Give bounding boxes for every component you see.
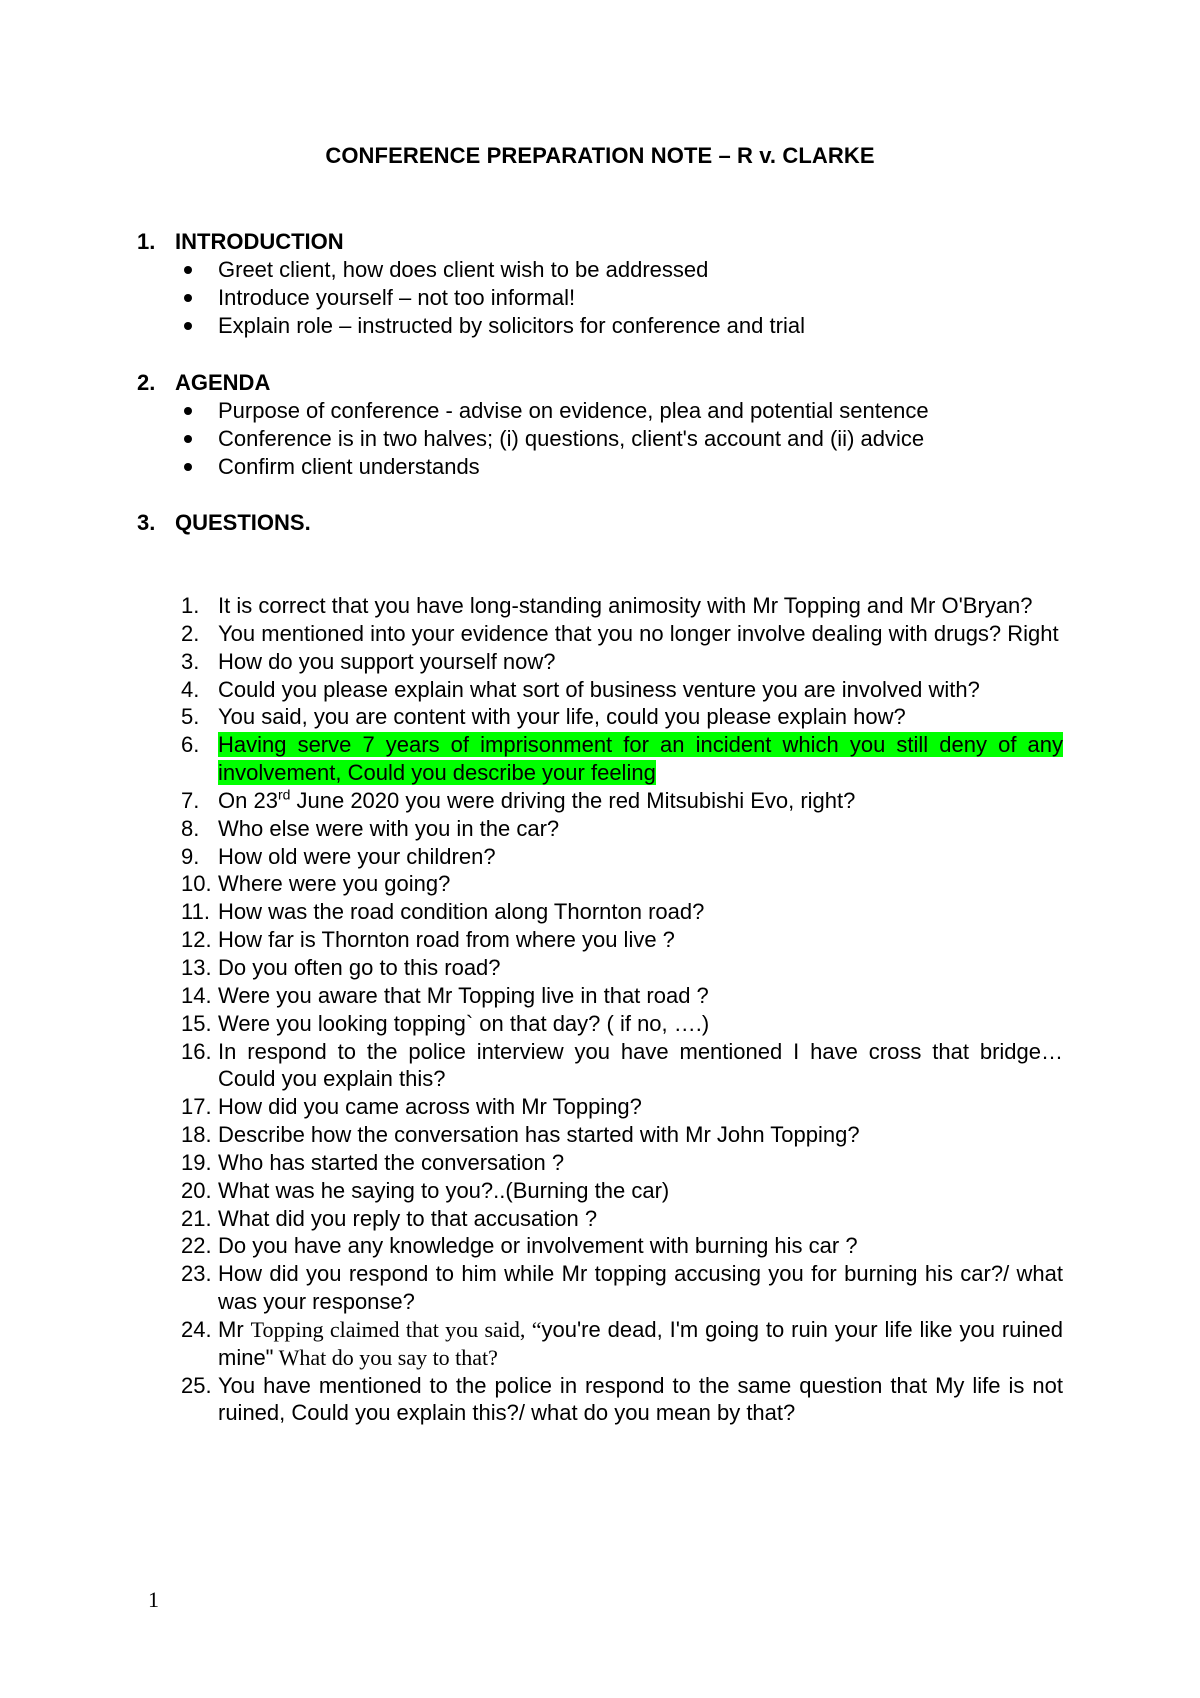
question-text-part: Mr <box>218 1316 251 1342</box>
section-questions <box>137 509 1067 537</box>
section-agenda <box>137 369 1067 481</box>
question-item <box>181 620 1063 648</box>
question-number: 7. <box>181 787 200 813</box>
section-title: QUESTIONS. <box>175 510 311 535</box>
bullet-item <box>137 284 1067 312</box>
section-title: AGENDA <box>175 370 271 395</box>
question-number: 24. <box>181 1316 212 1342</box>
question-number: 14. <box>181 982 212 1008</box>
question-text: Who has started the conversation ? <box>218 1149 565 1175</box>
question-number: 3. <box>181 648 200 674</box>
bullet-icon <box>184 322 192 330</box>
section-number: 1. <box>137 229 156 254</box>
question-number: 8. <box>181 815 200 841</box>
question-item <box>181 1260 1063 1316</box>
question-number: 20. <box>181 1177 212 1203</box>
question-item <box>181 787 1063 815</box>
question-number: 10. <box>181 871 212 897</box>
section-heading <box>137 369 1067 397</box>
question-text: You have mentioned to the police in respond to the same question that My life is not ruined, Could you explain this?/ what do you mean by that? <box>218 1372 1063 1426</box>
document-title: CONFERENCE PREPARATION NOTE – R v. CLARKE <box>325 143 875 168</box>
question-text: Were you looking topping` on that day? ( if no, ….) <box>218 1010 710 1036</box>
question-text: Were you aware that Mr Topping live in that road ? <box>218 982 709 1008</box>
question-number: 23. <box>181 1261 212 1287</box>
bullet-icon <box>184 407 192 415</box>
question-text <box>218 788 855 813</box>
question-text: In respond to the police interview you have mentioned I have cross that bridge… Could you explain this? <box>218 1038 1063 1092</box>
bullet-text: Conference is in two halves; (i) questions, client's account and (ii) advice <box>218 426 925 451</box>
question-item <box>181 898 1063 926</box>
bullet-list <box>137 256 1067 340</box>
bullet-icon <box>184 294 192 302</box>
question-text: How did you came across with Mr Topping? <box>218 1094 642 1120</box>
question-text: You mentioned into your evidence that you no longer involve dealing with drugs? Right <box>218 620 1059 646</box>
bullet-item <box>137 425 1067 453</box>
question-number: 6. <box>181 732 200 758</box>
question-item <box>181 1121 1063 1149</box>
question-item-highlighted <box>181 731 1063 787</box>
bullet-icon <box>184 266 192 274</box>
question-item <box>181 1010 1063 1038</box>
question-text: Could you please explain what sort of business venture you are involved with? <box>218 676 980 702</box>
question-item <box>181 676 1063 704</box>
question-text-part: What do you say to that? <box>273 1344 498 1370</box>
question-number: 21. <box>181 1205 212 1231</box>
question-item <box>181 815 1063 843</box>
question-item <box>181 703 1063 731</box>
question-number: 5. <box>181 704 200 730</box>
page-number: 1 <box>148 1587 159 1612</box>
question-number: 4. <box>181 676 200 702</box>
question-item <box>181 1205 1063 1233</box>
question-text: Where were you going? <box>218 871 451 897</box>
question-item <box>181 1149 1063 1177</box>
bullet-icon <box>184 463 192 471</box>
question-number: 15. <box>181 1010 212 1036</box>
question-item <box>181 954 1063 982</box>
question-number: 2. <box>181 620 200 646</box>
bullet-item <box>137 453 1067 481</box>
question-number: 18. <box>181 1122 212 1148</box>
bullet-item <box>137 397 1067 425</box>
question-item <box>181 1232 1063 1260</box>
bullet-list <box>137 397 1067 481</box>
question-number: 16. <box>181 1038 212 1064</box>
highlighted-question-text: Having serve 7 years of imprisonment for an incident which you still deny of any involvement, Could you describe your feeling <box>218 732 1063 786</box>
question-item <box>181 1177 1063 1205</box>
question-number: 17. <box>181 1094 212 1120</box>
question-text: How did you respond to him while Mr topping accusing you for burning his car?/ what was your response? <box>218 1261 1063 1315</box>
question-item <box>181 1316 1063 1372</box>
question-number: 25. <box>181 1372 212 1398</box>
question-text: How old were your children? <box>218 843 496 869</box>
section-number: 2. <box>137 370 156 395</box>
question-text-part: Topping claimed that you said, “ <box>250 1316 542 1342</box>
question-number: 11. <box>181 899 210 925</box>
question-text: How do you support yourself now? <box>218 648 556 674</box>
question-number: 19. <box>181 1149 212 1175</box>
bullet-icon <box>184 435 192 443</box>
question-text: You said, you are content with your life, could you please explain how? <box>218 704 906 730</box>
question-item <box>181 1038 1063 1094</box>
bullet-text: Confirm client understands <box>218 454 480 479</box>
question-item <box>181 926 1063 954</box>
question-text: Do you often go to this road? <box>218 954 501 980</box>
bullet-text: Greet client, how does client wish to be addressed <box>218 257 709 282</box>
questions-list <box>181 592 1063 1427</box>
question-text: How was the road condition along Thornton road? <box>218 899 705 925</box>
question-number: 9. <box>181 843 200 869</box>
question-text: Who else were with you in the car? <box>218 815 560 841</box>
bullet-item <box>137 312 1067 340</box>
question-item <box>181 982 1063 1010</box>
question-text: What was he saying to you?..(Burning the car) <box>218 1177 670 1203</box>
question-text: What did you reply to that accusation ? <box>218 1205 598 1231</box>
bullet-item <box>137 256 1067 284</box>
bullet-text: Purpose of conference - advise on evidence, plea and potential sentence <box>218 398 929 423</box>
ordinal-superscript: rd <box>277 786 291 803</box>
bullet-text: Introduce yourself – not too informal! <box>218 285 576 310</box>
question-item <box>181 870 1063 898</box>
question-text: It is correct that you have long-standing animosity with Mr Topping and Mr O'Bryan? <box>218 593 1033 618</box>
question-text: How far is Thornton road from where you live ? <box>218 927 675 953</box>
section-heading <box>137 228 1067 256</box>
question-number: 12. <box>181 927 212 953</box>
question-item <box>181 592 1063 620</box>
section-heading <box>137 509 1067 537</box>
question-number: 13. <box>181 954 212 980</box>
question-text-part: you're dead, I'm going to ruin your life like you ruined mine" <box>218 1316 1064 1370</box>
question-text-part: On 23 <box>218 787 278 813</box>
question-item <box>181 648 1063 676</box>
question-text: Do you have any knowledge or involvement with burning his car ? <box>218 1233 858 1259</box>
question-text: Describe how the conversation has started with Mr John Topping? <box>218 1122 860 1148</box>
question-text-part: June 2020 you were driving the red Mitsubishi Evo, right? <box>290 787 856 813</box>
question-item <box>181 1372 1063 1428</box>
question-number: 1. <box>181 593 200 618</box>
question-item <box>181 843 1063 871</box>
section-title: INTRODUCTION <box>175 229 344 254</box>
bullet-text: Explain role – instructed by solicitors for conference and trial <box>218 313 805 338</box>
question-text <box>218 1317 1063 1370</box>
section-number: 3. <box>137 510 156 535</box>
section-introduction <box>137 228 1067 340</box>
question-item <box>181 1093 1063 1121</box>
question-number: 22. <box>181 1233 212 1259</box>
